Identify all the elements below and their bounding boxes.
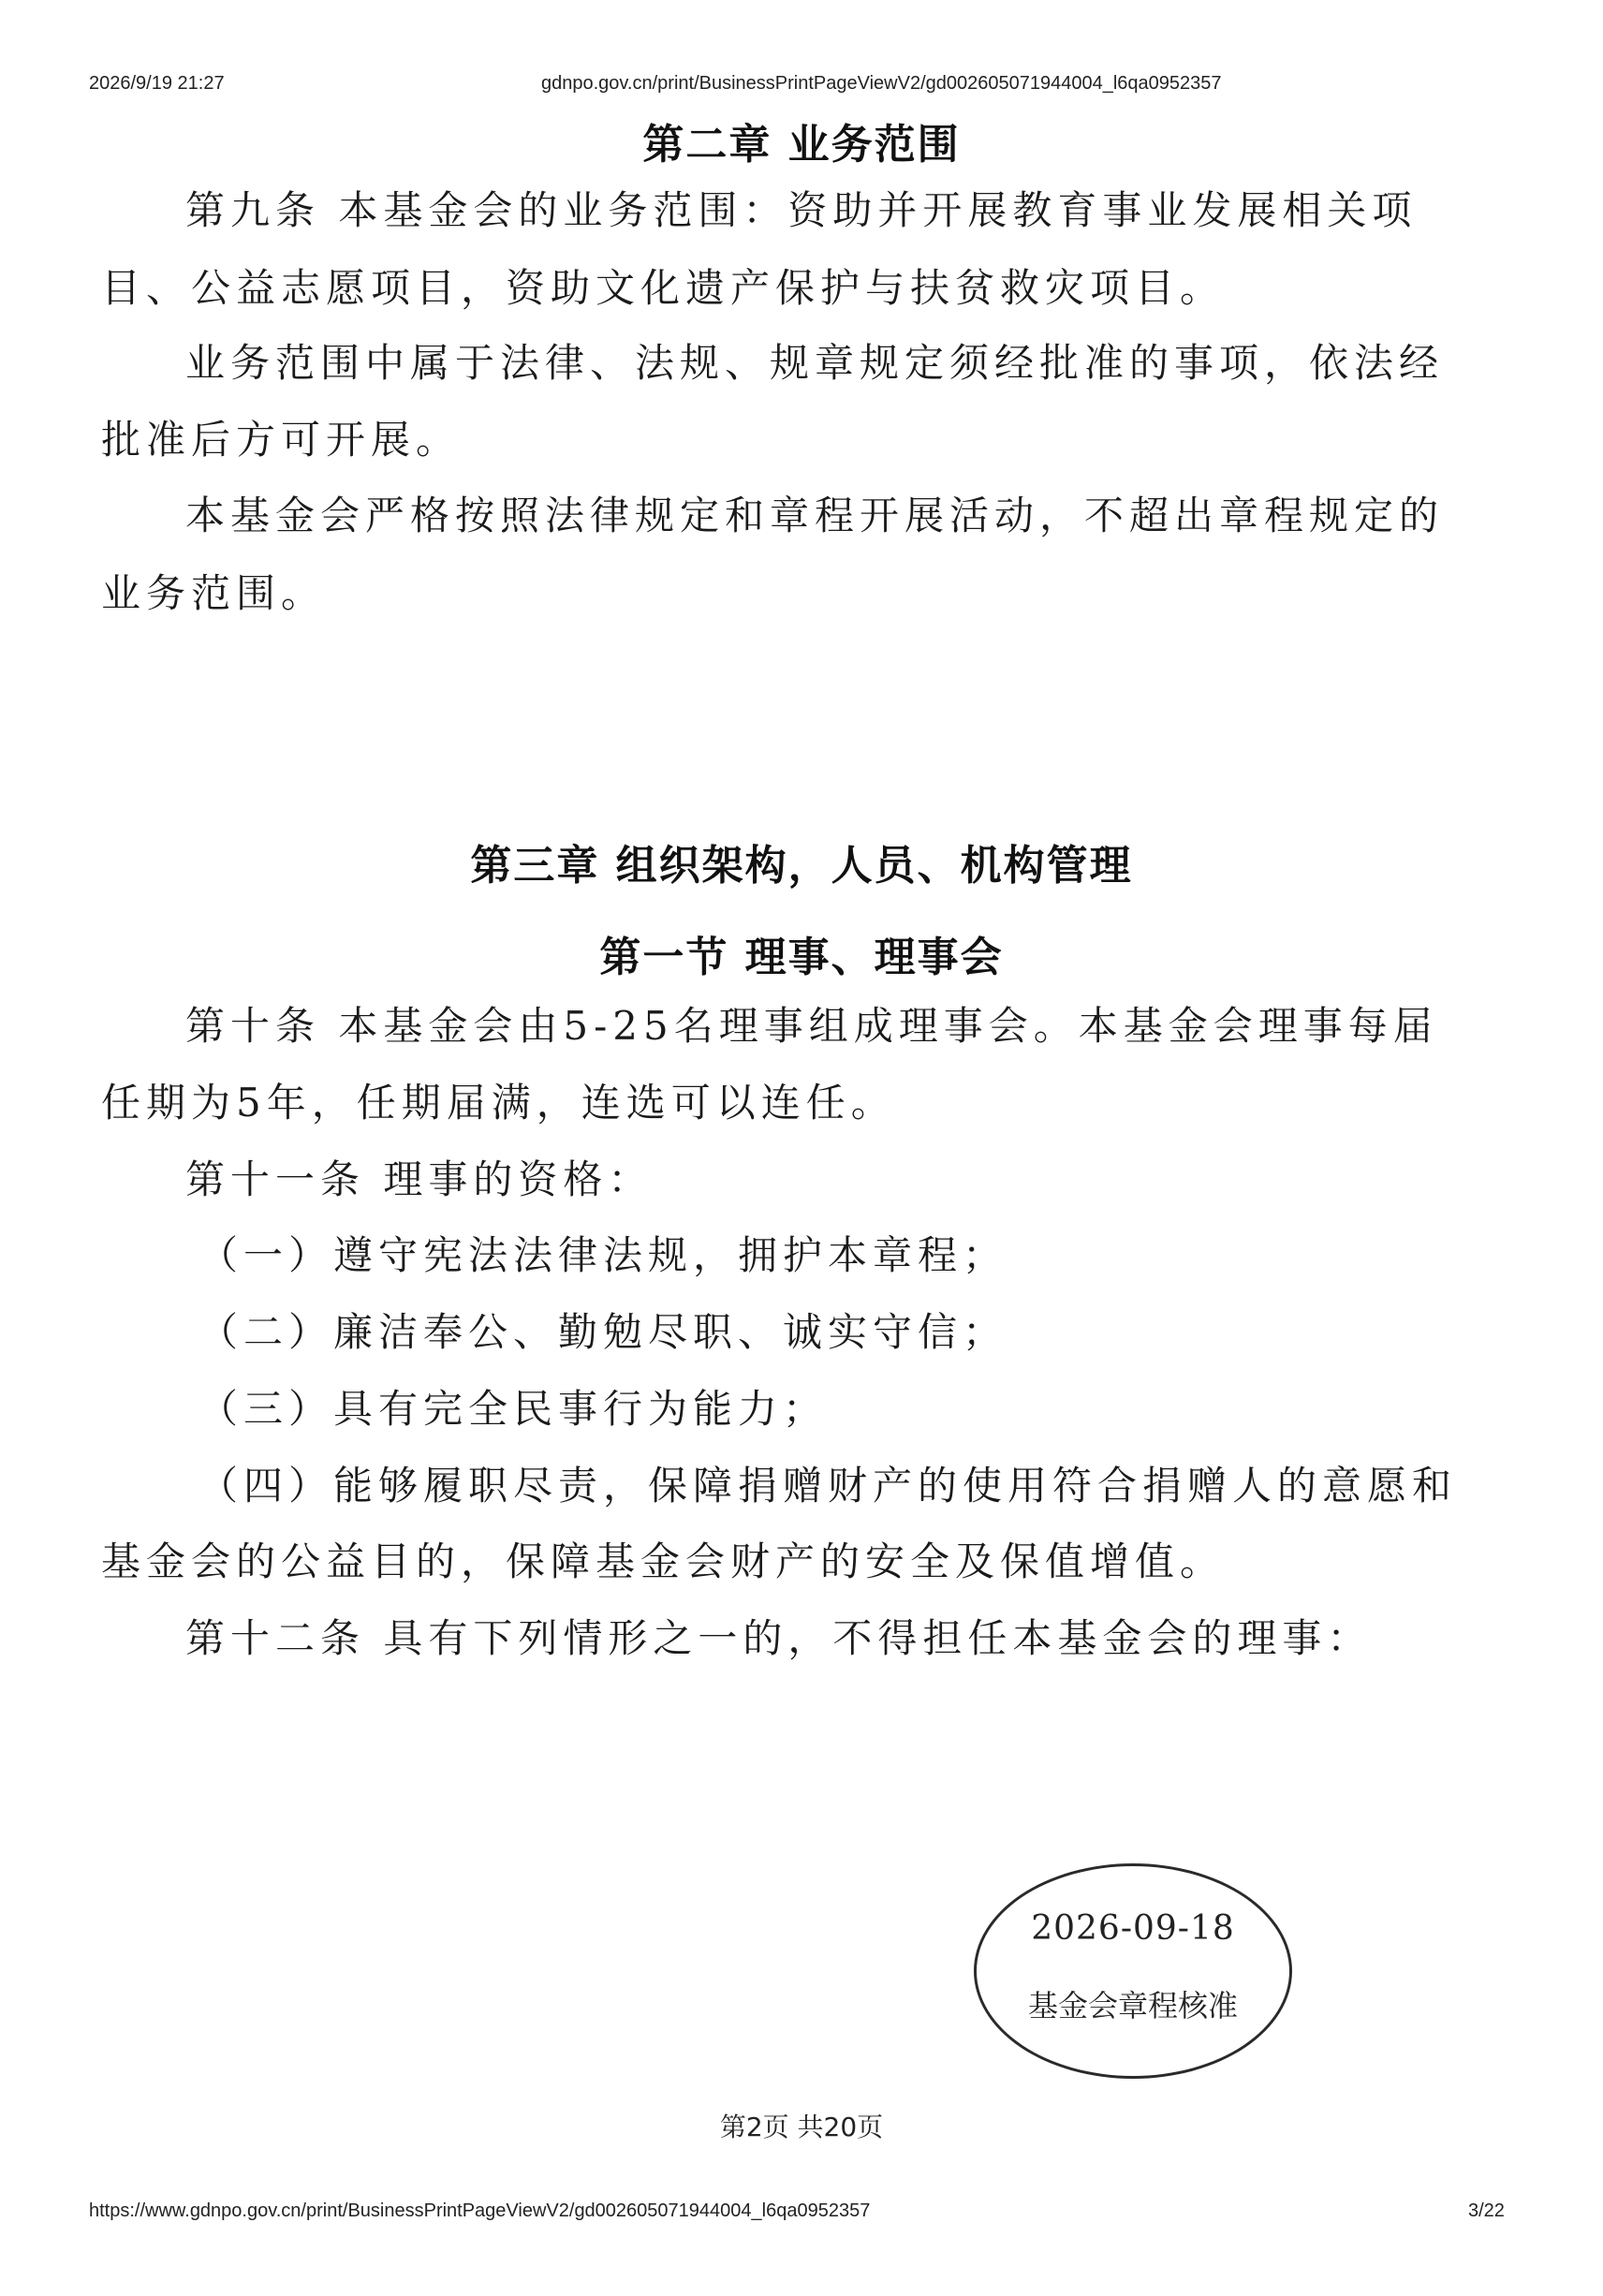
chapter3-line: 基金会的公益目的，保障基金会财产的安全及保值增值。 xyxy=(101,1538,1226,1584)
seal-date: 2026-09-18 xyxy=(1031,1909,1235,1948)
chapter3-title: 第三章 组织架构，人员、机构管理 xyxy=(470,842,1133,890)
chapter3-line: 第十条 本基金会由5-25名理事组成理事会。本基金会理事每届 xyxy=(185,1003,1438,1049)
chapter2-line: 目、公益志愿项目，资助文化遗产保护与扶贫救灾项目。 xyxy=(101,265,1226,311)
page-number: 第2页 共20页 xyxy=(719,2112,884,2142)
chapter3-line: 任期为5年，任期届满，连选可以连任。 xyxy=(101,1080,896,1126)
print-footer-url: https://www.gdnpo.gov.cn/print/BusinessPrintPageViewV2/gd002605071944004_l6qa0952357 xyxy=(89,2200,871,2221)
print-header-url: gdnpo.gov.cn/print/BusinessPrintPageViewV2/gd002605071944004_l6qa0952357 xyxy=(541,73,1222,94)
chapter3-line: （四）能够履职尽责，保障捐赠财产的使用符合捐赠人的意愿和 xyxy=(199,1463,1458,1509)
chapter2-line: 业务范围中属于法律、法规、规章规定须经批准的事项，依法经 xyxy=(185,340,1445,386)
chapter3-line: 第十二条 具有下列情形之一的，不得担任本基金会的理事： xyxy=(185,1615,1373,1661)
chapter3-line: （一）遵守宪法法律法规，拥护本章程； xyxy=(199,1232,1008,1278)
chapter3-line: （二）廉洁奉公、勤勉尽职、诚实守信； xyxy=(199,1309,1008,1355)
section1-title: 第一节 理事、理事会 xyxy=(599,934,1004,981)
chapter3-line: （三）具有完全民事行为能力； xyxy=(199,1386,829,1432)
chapter2-line: 批准后方可开展。 xyxy=(101,417,462,463)
chapter2-title: 第二章 业务范围 xyxy=(642,121,961,169)
print-footer-page: 3/22 xyxy=(1468,2200,1505,2221)
approval-seal xyxy=(974,1863,1292,2079)
chapter3-line: 第十一条 理事的资格： xyxy=(185,1156,654,1202)
chapter2-line: 业务范围。 xyxy=(101,570,327,616)
seal-text: 基金会章程核准 xyxy=(1027,1988,1238,2024)
chapter2-line: 第九条 本基金会的业务范围：资助并开展教育事业发展相关项 xyxy=(185,187,1418,233)
print-datetime: 2026/9/19 21:27 xyxy=(89,73,225,94)
chapter2-line: 本基金会严格按照法律规定和章程开展活动，不超出章程规定的 xyxy=(185,493,1445,538)
